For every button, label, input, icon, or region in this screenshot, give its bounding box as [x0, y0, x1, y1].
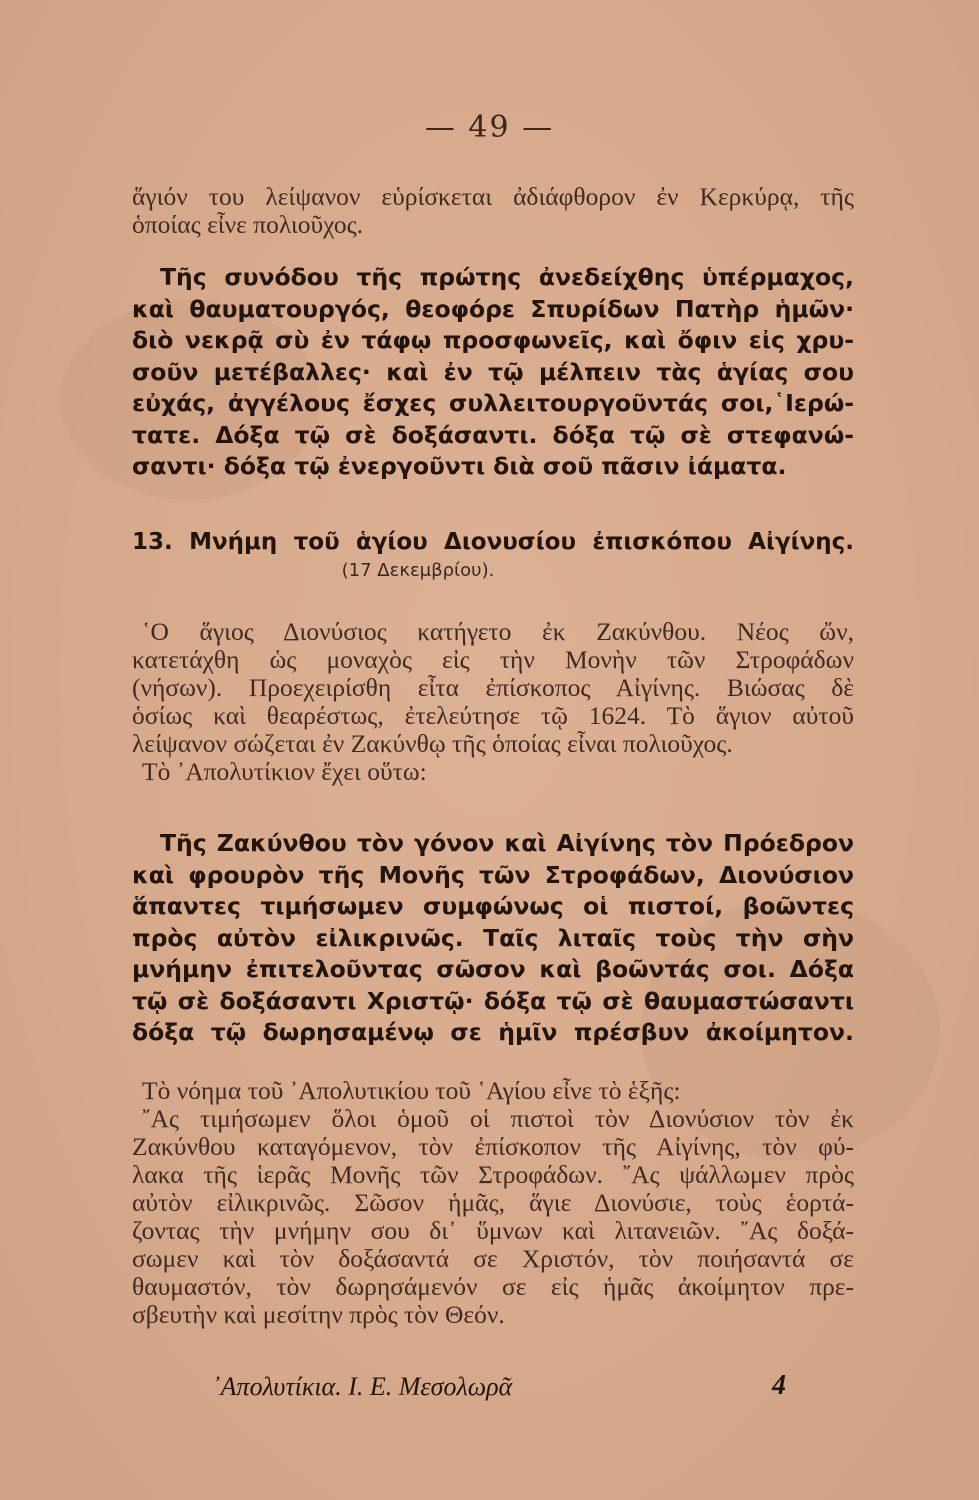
text-line: τατε. Δόξα τῷ σὲ δοξάσαντι. δόξα τῷ σὲ στεφανώ- — [132, 420, 854, 449]
footer-signature-mark: 4 — [772, 1370, 786, 1401]
text-line: Τῆς συνόδου τῆς πρώτης ἀνεδείχθης ὑπέρμαχος, — [160, 263, 854, 291]
text-line: ὁσίως καὶ θεαρέστως, ἐτελεύτησε τῷ 1624. Τὸ ἅγιον αὐτοῦ — [132, 702, 854, 730]
text-line: σαντι· δόξα τῷ ἐνεργοῦντι διὰ σοῦ πᾶσιν ἰάματα. — [132, 452, 787, 480]
text-line: ῎Ας τιμήσωμεν ὅλοι ὁμοῦ οἱ πιστοὶ τὸν Διονύσιον τὸν ἐκ — [142, 1105, 854, 1133]
text-line: ῾Ο ἅγιος Διονύσιος κατήγετο ἐκ Ζακύνθου. Νέος ὤν, — [142, 618, 854, 646]
text-line: πρὸς αὐτὸν εἰλικρινῶς. Ταῖς λιταῖς τοὺς τὴν σὴν — [132, 923, 854, 952]
text-line: θαυμαστόν, τὸν δωρησάμενόν σε εἰς ἡμᾶς ἀκοίμητον πρε- — [132, 1273, 854, 1301]
intro-paragraph — [132, 183, 854, 239]
text-line: τῷ σὲ δοξάσαντι Χριστῷ· δόξα τῷ σὲ θαυμαστώσαντι — [132, 986, 854, 1015]
text-line: ζοντας τὴν μνήμην σου δι᾿ ὕμνων καὶ λιτανειῶν. ῎Ας δοξά- — [132, 1217, 854, 1245]
bio-paragraph — [132, 618, 854, 786]
text-line: ὁποίας εἶνε πολιοῦχος. — [132, 211, 364, 239]
text-line: Τὸ νόημα τοῦ ᾿Απολυτικίου τοῦ ῾Αγίου εἶνε τὸ ἑξῆς: — [142, 1077, 681, 1105]
text-line: (νήσων). Προεχειρίσθη εἶτα ἐπίσκοπος Αἰγίνης. Βιώσας δὲ — [132, 674, 854, 702]
footer-book-title: ᾿Απολυτίκια. Ι. Ε. Μεσολωρᾶ — [212, 1372, 513, 1401]
page-number: — 49 — — [424, 110, 555, 145]
text-line: σοῦν μετέβαλλες· καὶ ἐν τῷ μέλπειν τὰς ἁγίας σου — [132, 357, 854, 386]
section-heading: 13. Μνήμη τοῦ ἁγίου Διονυσίου ἐπισκόπου Αἰγίνης. — [132, 529, 854, 555]
hymn-dionysios — [132, 828, 854, 1049]
text-line: καὶ θαυματουργός, θεοφόρε Σπυρίδων Πατὴρ ἡμῶν· — [132, 294, 854, 323]
text-line: λακα τῆς ἱερᾶς Μονῆς τῶν Στροφάδων. ῎Ας ψάλλωμεν πρὸς — [132, 1161, 854, 1189]
hymn-spyridon — [132, 262, 854, 483]
text-line: μνήμην ἐπιτελοῦντας σῶσον καὶ βοῶντάς σοι. Δόξα — [132, 955, 854, 983]
text-line: ἅγιόν του λείψανον εὑρίσκεται ἀδιάφθορον ἐν Κερκύρᾳ, τῆς — [132, 183, 854, 211]
text-line: σωμεν καὶ τὸν δοξάσαντά σε Χριστόν, τὸν ποιήσαντά σε — [132, 1245, 854, 1273]
text-line: κατετάχθη ὡς μοναχὸς εἰς τὴν Μονὴν τῶν Στροφάδων — [132, 646, 854, 674]
text-line: εὐχάς, ἀγγέλους ἔσχες συλλειτουργοῦντάς σοι,῾Ιερώ- — [132, 389, 854, 417]
text-line: δόξα τῷ δωρησαμένῳ σε ἡμῖν πρέσβυν ἀκοίμητον. — [132, 1018, 854, 1046]
text-line: αὐτὸν εἰλικρινῶς. Σῶσον ἡμᾶς, ἅγιε Διονύσιε, τοὺς ἑορτά- — [132, 1189, 854, 1217]
text-line: καὶ φρουρὸν τῆς Μονῆς τῶν Στροφάδων, Διονύσιον — [132, 860, 854, 889]
section-header — [132, 526, 854, 584]
text-line: σβευτὴν καὶ μεσίτην πρὸς τὸν Θεόν. — [132, 1301, 505, 1329]
meaning-paragraph — [132, 1077, 854, 1329]
text-line: Τὸ ᾿Απολυτίκιον ἔχει οὕτω: — [142, 758, 427, 786]
text-line: ἅπαντες τιμήσωμεν συμφώνως οἱ πιστοί, βοῶντες — [132, 892, 854, 920]
text-line: λείψανον σώζεται ἐν Ζακύνθῳ τῆς ὁποίας εἶναι πολιοῦχος. — [132, 730, 733, 758]
section-date: (17 Δεκεμβρίου). — [341, 560, 495, 581]
text-line: Ζακύνθου καταγόμενον, τὸν ἐπίσκοπον τῆς Αἰγίνης, τὸν φύ- — [132, 1133, 854, 1161]
text-line: Τῆς Ζακύνθου τὸν γόνον καὶ Αἰγίνης τὸν Πρόεδρον — [160, 829, 854, 857]
text-line: διὸ νεκρᾷ σὺ ἐν τάφῳ προσφωνεῖς, καὶ ὄφιν εἰς χρυ- — [132, 326, 854, 354]
